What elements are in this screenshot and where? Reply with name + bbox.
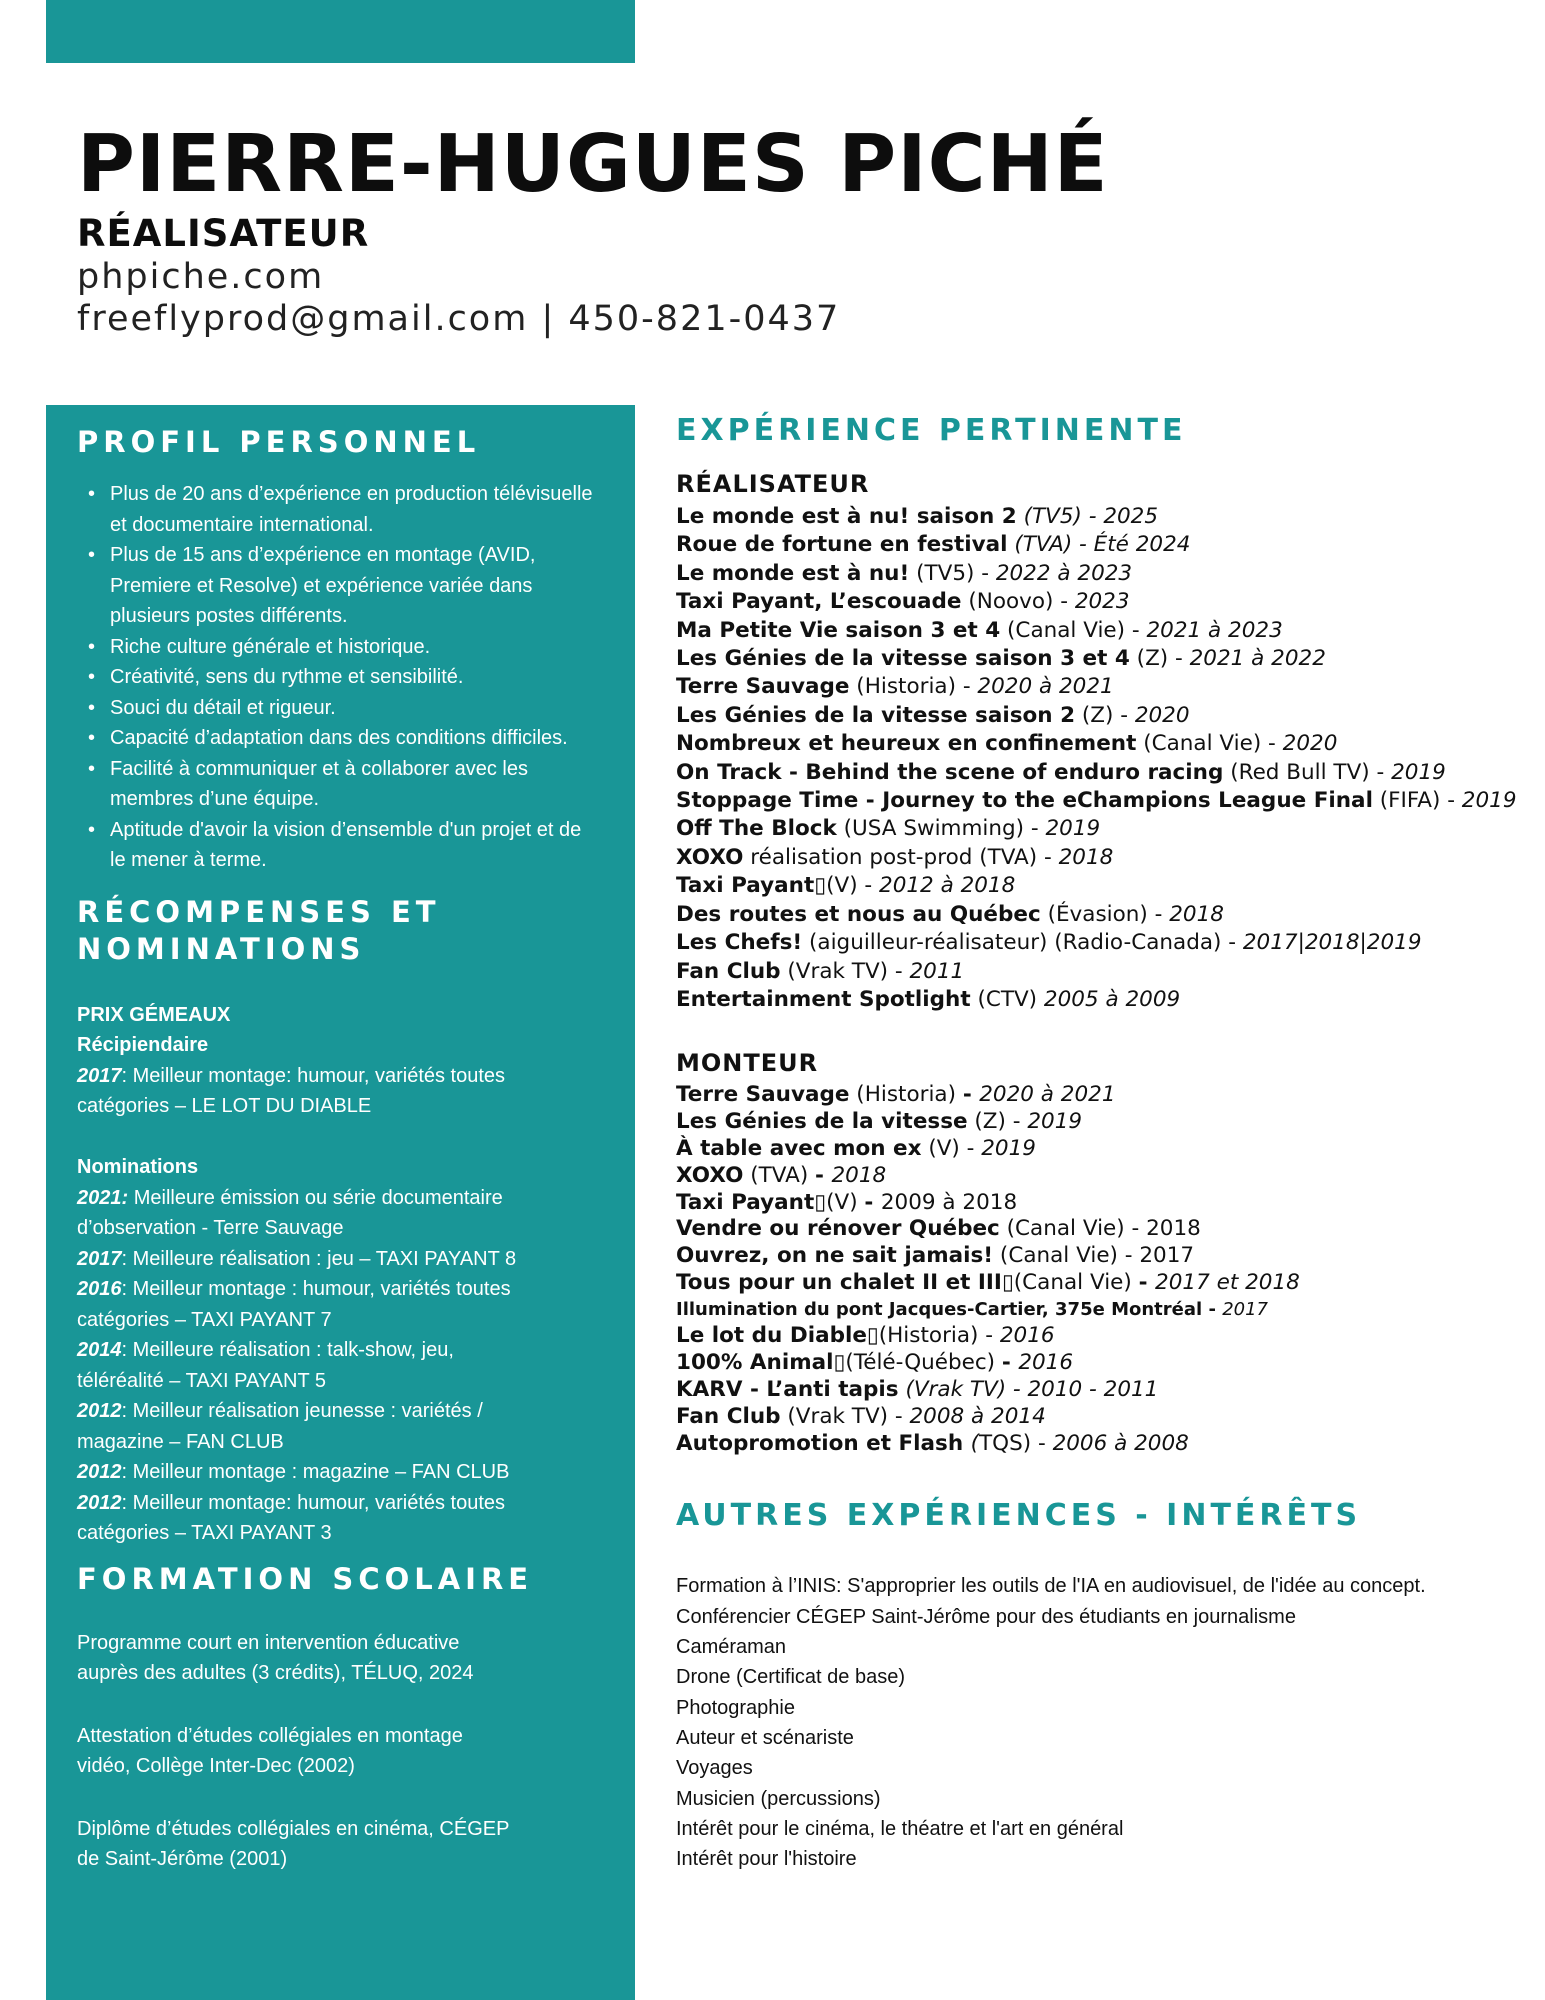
experience-segment: (Canal Vie) -: [1000, 617, 1147, 643]
profil-item-line: • Plus de 20 ans d’expérience en production télévisuelle: [110, 483, 593, 505]
experience-row: [676, 617, 1526, 645]
experience-segment: [1017, 504, 1024, 529]
website: phpiche.com: [77, 257, 325, 297]
experience-segment: 2022 à 2023: [995, 560, 1133, 586]
award-line: [77, 1061, 622, 1092]
experience-segment: -: [1001, 1350, 1019, 1376]
experience-segment: (TVA): [743, 1162, 816, 1188]
autres-item: Conférencier CÉGEP Saint-Jérôme pour des étudiants en journalisme: [676, 1605, 1296, 1628]
award-line: [77, 1396, 622, 1427]
experience-row: [676, 1216, 1526, 1243]
experience-row: [676, 1136, 1526, 1163]
experience-segment: 2019: [981, 1135, 1036, 1161]
experience-segment: XOXO: [676, 1162, 744, 1188]
autres-item: Formation à l’INIS: S'approprier les outils de l'IA en audiovisuel, de l'idée au concept.: [676, 1575, 1426, 1598]
award-sep: :: [121, 1339, 133, 1361]
award-text: magazine – FAN CLUB: [77, 1430, 284, 1453]
profil-item-line: membres d’une équipe.: [110, 788, 320, 810]
realisateur-title: RÉALISATEUR: [676, 470, 870, 498]
experience-row: [676, 1431, 1526, 1458]
experience-row: [676, 958, 1526, 986]
experience-segment: (Évasion) -: [1040, 901, 1170, 927]
experience-segment: 2023: [1074, 589, 1130, 615]
experience-segment: (CTV): [970, 986, 1044, 1012]
experience-segment: (Historia) -: [849, 674, 978, 700]
experience-segment: Taxi Payant: [676, 1189, 815, 1215]
profil-item: [110, 815, 622, 876]
profil-item-line: le mener à terme.: [110, 849, 267, 871]
experience-segment: 2017|2018|2019: [1242, 930, 1422, 956]
realisateur-list: [676, 503, 1526, 1014]
sidebar-content: [77, 424, 622, 1907]
main-content: [676, 412, 1526, 1874]
experience-segment: -: [864, 1189, 881, 1215]
experience-segment: (TVA) - Été 2024: [1014, 532, 1191, 558]
experience-segment: 100% Animal: [676, 1350, 834, 1376]
experience-segment: 2019: [1027, 1109, 1083, 1135]
award-year: 2012: [77, 1400, 122, 1422]
experience-row: [676, 759, 1526, 787]
experience-segment: 2019: [1461, 788, 1517, 814]
experience-segment: 2016: [999, 1323, 1055, 1349]
awards-title-line1: RÉCOMPENSES ET: [77, 894, 441, 929]
formation-item-line: Programme court en intervention éducative: [77, 1631, 460, 1654]
awards-title: [77, 894, 622, 968]
autres-item: Drone (Certificat de base): [676, 1666, 905, 1689]
profil-title: PROFIL PERSONNEL: [77, 425, 481, 459]
award-sep: :: [121, 1491, 133, 1514]
profil-list: [77, 479, 622, 876]
experience-segment: 2005 à 2009: [1043, 986, 1181, 1012]
experience-segment: (USA Swimming) -: [836, 816, 1046, 842]
autres-item: Auteur et scénariste: [676, 1726, 854, 1749]
award-line: [77, 1366, 622, 1397]
profil-item: [110, 479, 622, 540]
experience-segment: 2020: [1134, 702, 1190, 728]
autres-item: Musicien (percussions): [676, 1787, 881, 1810]
experience-segment: Vendre ou rénover Québec: [676, 1216, 1000, 1242]
experience-segment: (aiguilleur-réalisateur) (Radio-Canada) -: [802, 930, 1243, 956]
experience-segment: Off The Block: [676, 816, 837, 842]
experience-segment: (Canal Vie) - 2018: [999, 1216, 1201, 1242]
experience-segment: 2020: [1282, 731, 1338, 757]
formation-item-line: Diplôme d’études collégiales en cinéma, CÉGEP: [77, 1817, 510, 1840]
experience-title: EXPÉRIENCE PERTINENTE: [676, 413, 1187, 448]
experience-segment: Le monde est à nu! saison 2: [676, 504, 1017, 529]
experience-segment: (Z) -: [1129, 646, 1190, 672]
experience-row: [676, 588, 1526, 616]
formation-list: [77, 1628, 622, 1875]
award-line: [77, 1457, 622, 1488]
experience-segment: (Canal Vie) - 2017: [993, 1243, 1195, 1269]
person-name: PIERRE-HUGUES PICHÉ: [77, 118, 1109, 210]
experience-row: [676, 872, 1526, 900]
profil-item-line: Premiere et Resolve) et expérience variée dans: [110, 574, 533, 597]
formation-title: FORMATION SCOLAIRE: [77, 1561, 534, 1596]
award-text: Meilleur montage: humour, variétés toutes: [132, 1064, 506, 1087]
profil-item-line: • Aptitude d'avoir la vision d’ensemble d'un projet et de: [110, 818, 582, 841]
experience-row: [676, 673, 1526, 701]
experience-row: [676, 1350, 1526, 1377]
award-line: [77, 1488, 622, 1519]
award-year: 2021:: [77, 1186, 129, 1209]
experience-segment: (Noovo) -: [961, 589, 1075, 615]
experience-segment: ▯(Télé-Québec): [833, 1350, 1002, 1376]
formation-item-line: vidéo, Collège Inter-Dec (2002): [77, 1755, 355, 1777]
experience-segment: 2018: [1169, 901, 1224, 927]
experience-segment: XOXO: [676, 844, 744, 870]
profil-item: [110, 632, 622, 663]
experience-segment: 2011: [909, 958, 965, 984]
experience-segment: Taxi Payant, L’escouade: [676, 589, 962, 615]
experience-segment: (TV5) -: [909, 560, 996, 586]
award-text: Meilleur montage: humour, variétés toutes: [132, 1491, 506, 1514]
award-year: 2012: [77, 1461, 122, 1483]
autres-item: Intérêt pour l'histoire: [676, 1848, 857, 1871]
experience-segment: 2008 à 2014: [909, 1403, 1046, 1429]
experience-segment: Terre Sauvage: [676, 1082, 850, 1108]
experience-segment: 2009 à 2018: [880, 1189, 1018, 1215]
experience-segment: -: [1138, 1269, 1156, 1295]
profil-item-line: • Riche culture générale et historique.: [110, 635, 431, 658]
experience-segment: -: [962, 1082, 980, 1108]
experience-segment: 2018: [1058, 844, 1114, 870]
nominations-label: Nominations: [77, 1156, 199, 1178]
profil-item-line: plusieurs postes différents.: [110, 605, 348, 627]
formation-item-line: auprès des adultes (3 crédits), TÉLUQ, 2024: [77, 1662, 474, 1684]
award-year: 2014: [77, 1339, 122, 1361]
award-text: catégories – TAXI PAYANT 7: [77, 1308, 332, 1331]
experience-segment: Illumination du pont Jacques-Cartier, 375e Montréal: [676, 1298, 1203, 1320]
profil-item-line: • Facilité à communiquer et à collaborer avec les: [110, 757, 528, 780]
award-year: 2016: [77, 1278, 122, 1300]
experience-segment: Autopromotion et Flash: [676, 1430, 971, 1456]
experience-segment: Le lot du Diable: [676, 1323, 867, 1349]
experience-segment: Tous pour un chalet II et III: [676, 1269, 1002, 1295]
award-line: [77, 1274, 622, 1305]
experience-segment: (Vrak TV) - 2010 - 2011: [905, 1377, 1159, 1403]
experience-segment: Fan Club: [676, 958, 781, 984]
profil-item-line: et documentaire international.: [110, 513, 374, 536]
experience-segment: 2018: [831, 1162, 887, 1188]
experience-row: [676, 844, 1526, 872]
recipient-list: [77, 1061, 622, 1122]
experience-segment: 2012 à 2018: [879, 873, 1016, 899]
award-line: [77, 1427, 622, 1458]
award-line: [77, 1305, 622, 1336]
experience-row: [676, 645, 1526, 673]
profil-item-line: • Capacité d’adaptation dans des conditions difficiles.: [110, 727, 568, 749]
experience-segment: réalisation post-prod (TVA) -: [743, 844, 1059, 870]
experience-row: [676, 702, 1526, 730]
experience-segment: (Vrak TV) -: [780, 958, 910, 984]
profil-item: [110, 693, 622, 724]
prize-name: PRIX GÉMEAUX: [77, 1003, 231, 1026]
experience-segment: (Canal Vie) -: [1136, 731, 1283, 757]
award-text: Meilleure émission ou série documentaire: [133, 1186, 503, 1209]
profil-item: [110, 754, 622, 815]
award-text: catégories – TAXI PAYANT 3: [77, 1522, 332, 1544]
experience-row: [676, 503, 1526, 531]
award-line: [77, 1213, 622, 1244]
recipient-label: Récipiendaire: [77, 1034, 209, 1056]
formation-item: [77, 1628, 622, 1689]
award-line: [77, 1183, 622, 1214]
experience-segment: 2019: [1391, 759, 1446, 785]
experience-segment: Roue de fortune en festival: [676, 532, 1008, 558]
award-sep: :: [121, 1400, 133, 1422]
experience-segment: Nombreux et heureux en confinement: [676, 731, 1137, 757]
experience-segment: Ouvrez, on ne sait jamais!: [676, 1243, 994, 1269]
experience-segment: Les Génies de la vitesse: [676, 1109, 968, 1135]
top-accent-bar: [46, 0, 635, 63]
formation-item-line: Attestation d’études collégiales en montage: [77, 1724, 463, 1747]
award-text: catégories – LE LOT DU DIABLE: [77, 1095, 372, 1117]
autres-title: AUTRES EXPÉRIENCES - INTÉRÊTS: [676, 1498, 1362, 1534]
formation-item-line: de Saint-Jérôme (2001): [77, 1848, 288, 1870]
autres-item: Intérêt pour le cinéma, le théatre et l'art en général: [676, 1817, 1124, 1840]
experience-row: [676, 1404, 1526, 1431]
experience-segment: (TV5) - 2025: [1023, 504, 1159, 529]
experience-segment: (Red Bull TV) -: [1223, 759, 1392, 785]
experience-row: [676, 1297, 1526, 1324]
experience-segment: Ma Petite Vie saison 3 et 4: [676, 617, 1001, 643]
experience-segment: (Z) -: [1075, 702, 1135, 728]
award-sep: :: [121, 1064, 133, 1087]
experience-row: [676, 901, 1526, 929]
experience-segment: 2017 et 2018: [1155, 1269, 1300, 1295]
experience-row: [676, 1323, 1526, 1350]
award-line: [77, 1335, 622, 1366]
award-text: Meilleure réalisation : jeu – TAXI PAYANT 8: [132, 1247, 517, 1270]
experience-row: [676, 560, 1526, 588]
experience-row: [676, 1082, 1526, 1109]
award-year: 2017: [77, 1064, 122, 1087]
autres-item: Caméraman: [676, 1636, 787, 1659]
experience-segment: (: [970, 1430, 980, 1456]
award-text: Meilleure réalisation : talk-show, jeu,: [132, 1339, 454, 1361]
autres-item: Voyages: [676, 1757, 753, 1780]
experience-row: [676, 1109, 1526, 1136]
award-year: 2012: [77, 1491, 122, 1514]
award-sep: :: [121, 1461, 133, 1483]
profil-item-line: • Plus de 15 ans d’expérience en montage (AVID,: [110, 544, 536, 566]
experience-row: [676, 815, 1526, 843]
experience-segment: Des routes et nous au Québec: [676, 901, 1041, 927]
profil-item: [110, 723, 622, 754]
experience-segment: ▯(Historia) -: [866, 1323, 1000, 1349]
resume-header: [77, 118, 1377, 340]
award-text: Meilleur montage : magazine – FAN CLUB: [132, 1461, 510, 1483]
experience-segment: (V) -: [921, 1135, 982, 1161]
experience-segment: Taxi Payant: [676, 873, 815, 899]
experience-segment: Les Génies de la vitesse saison 2: [676, 702, 1076, 728]
job-title: RÉALISATEUR: [77, 212, 370, 255]
profil-item-line: • Créativité, sens du rythme et sensibilité.: [110, 666, 464, 688]
profil-item: [110, 540, 622, 632]
experience-segment: TQS) -: [979, 1430, 1053, 1456]
experience-row: [676, 1270, 1526, 1297]
award-sep: :: [121, 1278, 133, 1300]
experience-segment: -: [1202, 1298, 1223, 1320]
formation-item: [77, 1721, 622, 1782]
experience-segment: 2021 à 2022: [1189, 646, 1326, 672]
autres-list: [676, 1571, 1526, 1874]
experience-segment: (Z) -: [967, 1109, 1028, 1135]
experience-row: [676, 1377, 1526, 1404]
profil-item: [110, 662, 622, 693]
experience-segment: Fan Club: [676, 1403, 781, 1429]
experience-segment: Stoppage Time - Journey to the eChampions League Final: [676, 788, 1373, 814]
award-text: Meilleur réalisation jeunesse : variétés /: [132, 1400, 483, 1422]
award-line: [77, 1518, 622, 1549]
experience-segment: À table avec mon ex: [676, 1135, 922, 1161]
experience-segment: Entertainment Spotlight: [676, 986, 971, 1012]
award-text: Meilleur montage : humour, variétés toutes: [132, 1278, 511, 1300]
experience-segment: -: [815, 1162, 832, 1188]
award-line: [77, 1244, 622, 1275]
experience-segment: ▯(V): [814, 1189, 865, 1215]
formation-item: [77, 1814, 622, 1875]
experience-row: [676, 929, 1526, 957]
experience-segment: ▯(V) -: [814, 873, 880, 899]
award-text: téléréalité – TAXI PAYANT 5: [77, 1369, 327, 1392]
experience-segment: 2020 à 2021: [979, 1082, 1116, 1108]
experience-row: [676, 986, 1526, 1014]
autres-item: Photographie: [676, 1696, 795, 1719]
monteur-title: MONTEUR: [676, 1049, 819, 1078]
profil-item-line: • Souci du détail et rigueur.: [110, 696, 336, 719]
award-sep: :: [121, 1247, 133, 1270]
experience-row: [676, 1243, 1526, 1270]
experience-segment: Les Génies de la vitesse saison 3 et 4: [676, 646, 1130, 672]
experience-segment: 2021 à 2023: [1146, 617, 1283, 643]
experience-segment: ▯(Canal Vie): [1001, 1269, 1139, 1295]
nominations-list: [77, 1183, 622, 1549]
experience-segment: Terre Sauvage: [676, 674, 850, 700]
award-line: [77, 1091, 622, 1122]
experience-segment: (Historia): [849, 1082, 963, 1108]
experience-row: [676, 531, 1526, 559]
experience-segment: Les Chefs!: [676, 930, 803, 956]
experience-segment: 2017: [1222, 1298, 1268, 1320]
experience-row: [676, 1163, 1526, 1190]
experience-segment: 2020 à 2021: [977, 674, 1114, 700]
experience-segment: (FIFA) -: [1372, 788, 1462, 814]
award-text: d’observation - Terre Sauvage: [77, 1217, 344, 1239]
awards-title-line2: NOMINATIONS: [77, 931, 366, 966]
experience-segment: On Track - Behind the scene of enduro racing: [676, 759, 1224, 785]
experience-row: [676, 787, 1526, 815]
experience-row: [676, 730, 1526, 758]
experience-segment: KARV - L’anti tapis: [676, 1377, 899, 1403]
experience-segment: Le monde est à nu!: [676, 560, 910, 586]
monteur-list: [676, 1082, 1526, 1457]
experience-segment: 2016: [1018, 1350, 1074, 1376]
experience-row: [676, 1190, 1526, 1217]
experience-segment: (Vrak TV) -: [780, 1403, 910, 1429]
award-year: 2017: [77, 1247, 122, 1270]
contact-info: freeflyprod@gmail.com | 450-821-0437: [77, 299, 841, 339]
experience-segment: 2006 à 2008: [1052, 1430, 1189, 1456]
awards-block: [77, 1000, 622, 1549]
experience-segment: 2019: [1045, 816, 1101, 842]
